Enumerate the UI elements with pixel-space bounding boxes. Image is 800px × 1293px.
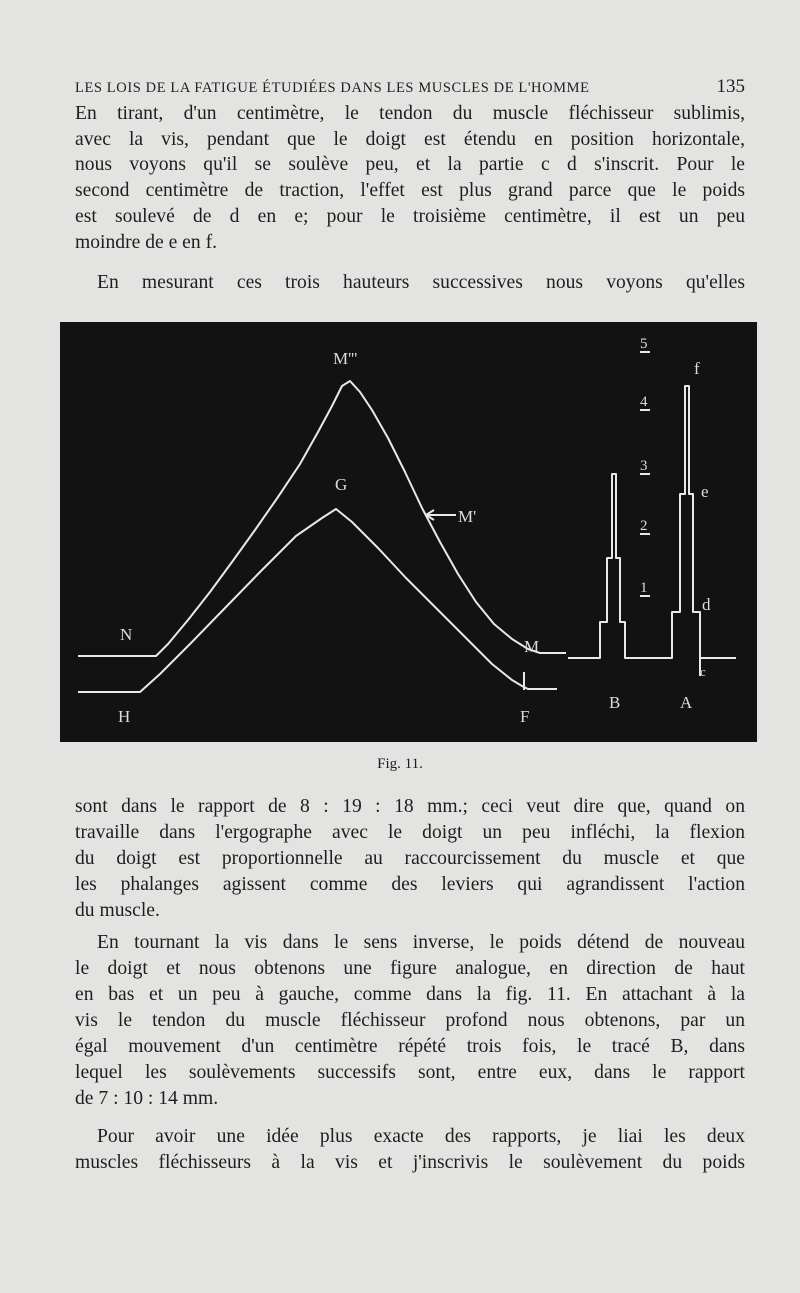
- label-d: d: [702, 595, 711, 614]
- scale-label: 4: [640, 394, 648, 410]
- scale-label: 3: [640, 458, 648, 474]
- label-e: e: [701, 482, 709, 501]
- label-f: f: [694, 359, 700, 378]
- arrow-m1: [426, 510, 456, 520]
- text-line: second centimètre de traction, l'effet est plus grand parce que le poids: [75, 180, 745, 201]
- paragraph-start-line: En mesurant ces trois hauteurs successives nous voyons qu'elles: [97, 272, 745, 293]
- text-line: du doigt est proportionnelle au raccourcissement du muscle et que: [75, 848, 745, 869]
- text-line: nous voyons qu'il se soulève peu, et la partie c d s'inscrit. Pour le: [75, 154, 745, 175]
- text-line: les phalanges agissent comme des leviers qui agrandissent l'action: [75, 874, 745, 895]
- text-line: de 7 : 10 : 14 mm.: [75, 1088, 219, 1109]
- figure-11: [60, 322, 757, 742]
- page-number: 135: [716, 76, 745, 97]
- text-line: Pour avoir une idée plus exacte des rapports, je liai les deux: [97, 1126, 745, 1147]
- running-title: LES LOIS DE LA FATIGUE ÉTUDIÉES DANS LES MUSCLES DE L'HOMME: [75, 80, 590, 96]
- text-line: muscles fléchisseurs à la vis et j'inscrivis le soulèvement du poids: [75, 1152, 745, 1173]
- label-f-axis: F: [520, 707, 530, 726]
- text-line: du muscle.: [75, 900, 160, 921]
- label-m3: M''': [333, 349, 358, 368]
- text-line: vis le tendon du muscle fléchisseur profond nous obtenons, par un: [75, 1010, 745, 1031]
- text-line: En tournant la vis dans le sens inverse, le poids détend de nouveau: [97, 932, 745, 953]
- scale-marks: [640, 352, 650, 596]
- marker-ticks: [524, 658, 700, 690]
- text-line: avec la vis, pendant que le doigt est étendu en position horizontale,: [75, 129, 745, 150]
- text-line: sont dans le rapport de 8 : 19 : 18 mm.; ceci veut dire que, quand on: [75, 796, 745, 817]
- label-c: c: [700, 664, 706, 679]
- text-line: est soulevé de d en e; pour le troisième centimètre, il est un peu: [75, 206, 745, 227]
- text-line: le doigt et nous obtenons une figure analogue, en direction de haut: [75, 958, 745, 979]
- label-g: G: [335, 475, 348, 494]
- label-h: H: [118, 707, 131, 726]
- text-line: lequel les soulèvements successifs sont, entre eux, dans le rapport: [75, 1062, 745, 1083]
- scale-label: 2: [640, 518, 648, 534]
- text-line: en bas et un peu à gauche, comme dans la fig. 11. En attachant à la: [75, 984, 745, 1005]
- scale-label: 1: [640, 580, 648, 596]
- ergograph-tracing: [60, 322, 757, 742]
- text-line: moindre de e en f.: [75, 232, 217, 253]
- running-header: [75, 76, 745, 100]
- text-line: égal mouvement d'un centimètre répété trois fois, le tracé B, dans: [75, 1036, 745, 1057]
- figure-caption: Fig. 11.: [377, 756, 423, 772]
- label-n: N: [120, 625, 133, 644]
- label-a: A: [680, 693, 693, 712]
- text-line: En tirant, d'un centimètre, le tendon du muscle fléchisseur sublimis,: [75, 103, 745, 124]
- label-m1: M': [458, 507, 477, 526]
- trace-b: [568, 386, 736, 658]
- label-m: M: [524, 637, 540, 656]
- label-b: B: [609, 693, 621, 712]
- curve-g: [78, 509, 557, 692]
- scale-label: 5: [640, 336, 648, 352]
- text-line: travaille dans l'ergographe avec le doigt un peu infléchi, la flexion: [75, 822, 745, 843]
